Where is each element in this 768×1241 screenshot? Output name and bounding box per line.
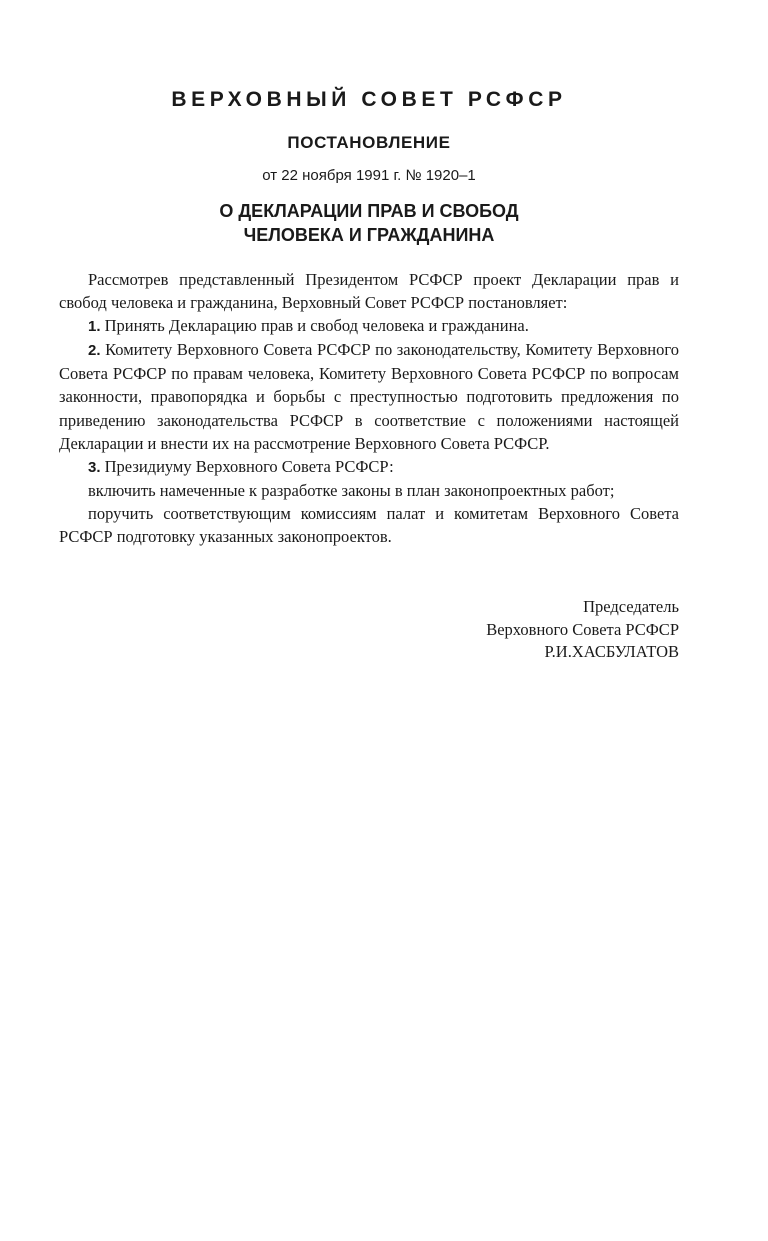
item-3-paragraph <box>59 455 679 479</box>
item-3-text: Президиуму Верховного Совета РСФСР: <box>100 456 394 476</box>
document-date-number: от 22 ноября 1991 г. № 1920–1 <box>262 167 476 184</box>
item-3-subparagraph-2: поручить соответствующим комиссиям палат и комитетам Верховного Совета РСФСР подготовку указанных законопроектов. <box>59 503 679 547</box>
signature-body: Верховного Совета РСФСР <box>486 619 679 639</box>
signature-name: Р.И.ХАСБУЛАТОВ <box>544 642 679 661</box>
item-3-subparagraph-1: включить намеченные к разработке законы в план законопроектных работ; <box>88 480 615 500</box>
issuing-authority: ВЕРХОВНЫЙ СОВЕТ РСФСР <box>171 88 567 111</box>
document-body <box>59 268 679 548</box>
item-2-paragraph <box>59 338 679 454</box>
signature-position: Председатель <box>583 597 679 616</box>
preamble-paragraph: Рассмотрев представленный Президентом РСФСР проект Декларации прав и свобод человека и гражданина, Верховный Совет РСФСР постановляет: <box>59 270 679 313</box>
document-title-line-1: О ДЕКЛАРАЦИИ ПРАВ И СВОБОД <box>219 201 519 221</box>
document-type: ПОСТАНОВЛЕНИЕ <box>287 133 451 152</box>
item-2-text: Комитету Верховного Совета РСФСР по законодательству, Комитету Верховного Совета РСФСР по правам человека, Комитету Верховного Совета РСФСР по вопросам законности, правопорядка и борьбы с преступностью подготовить предложения по приведению законодательства РСФСР в соответствие с положениями настоящей Декларации и внести их на рассмотрение Верховного Совета РСФСР. <box>59 340 679 453</box>
signature-block <box>59 596 679 664</box>
item-3-number: 3. <box>88 458 101 476</box>
item-2-number: 2. <box>88 342 101 360</box>
item-1-text: Принять Декларацию прав и свобод человека и гражданина. <box>100 316 529 336</box>
item-1-paragraph <box>59 314 679 338</box>
document-title <box>59 199 679 247</box>
document-title-line-2: ЧЕЛОВЕКА И ГРАЖДАНИНА <box>243 225 495 245</box>
item-1-number: 1. <box>88 318 101 336</box>
